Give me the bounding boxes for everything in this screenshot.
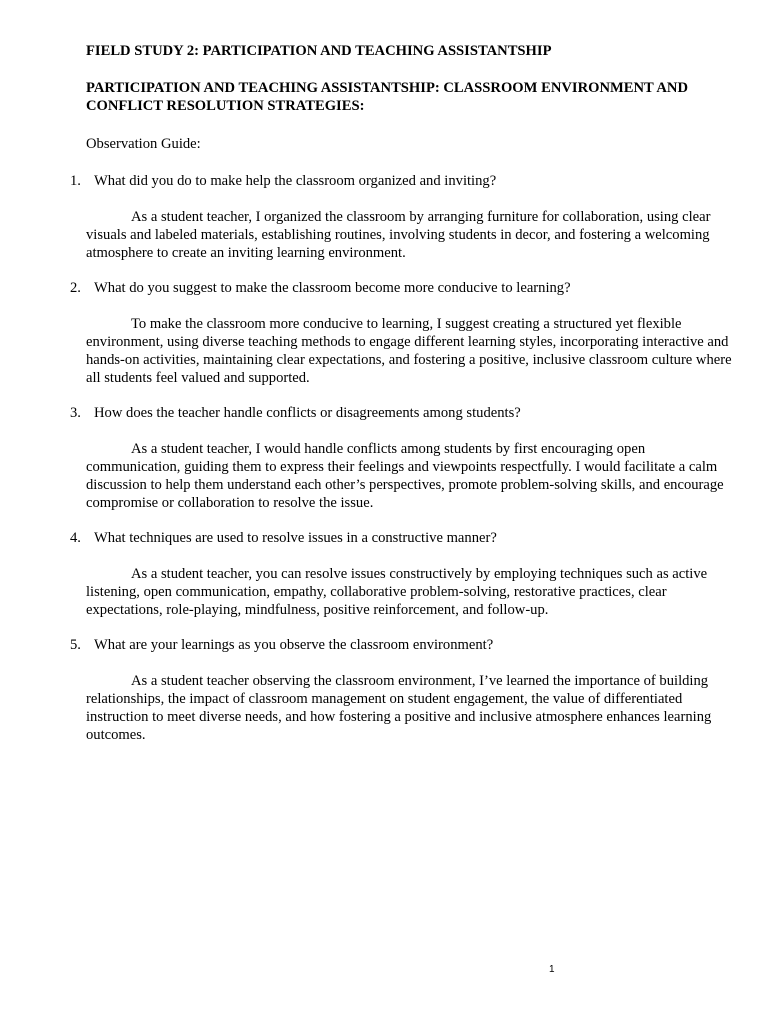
answer-5: As a student teacher observing the classroom environment, I’ve learned the importance of building relationships, the impact of classroom management on student engagement, the value of differentiated instruction to meet diverse needs, and how fostering a positive and inclusive atmosphere enhances learning outcomes. — [86, 673, 712, 743]
question-3-text: How does the teacher handle conflicts or disagreements among students? — [94, 405, 521, 421]
question-1-text: What did you do to make help the classroom organized and inviting? — [94, 173, 497, 189]
answer-1: As a student teacher, I organized the classroom by arranging furniture for collaboration, using clear visuals and labeled materials, establishing routines, involving students in decor, and fostering a welcoming atmosphere to create an inviting learning environment. — [86, 209, 711, 261]
question-2 — [70, 279, 740, 297]
question-1 — [70, 172, 740, 190]
answer-2: To make the classroom more conducive to learning, I suggest creating a structured yet flexible environment, using diverse teaching methods to engage different learning styles, incorporating interactive and hands-on activities, maintaining clear expectations, and fostering a positive, inclusive classroom culture where all students feel valued and supported. — [86, 316, 732, 386]
question-4-number: 4. — [70, 530, 81, 546]
page-number: 1 — [549, 964, 555, 975]
question-2-number: 2. — [70, 280, 81, 296]
answer-3: As a student teacher, I would handle conflicts among students by first encouraging open communication, guiding them to express their feelings and viewpoints respectfully. I would facilitate a calm discussion to help them understand each other’s perspectives, promote problem-solving skills, and encourage compromise or collaboration to resolve the issue. — [86, 441, 724, 511]
question-2-text: What do you suggest to make the classroom become more conducive to learning? — [94, 280, 571, 296]
question-4 — [70, 529, 740, 547]
question-3-number: 3. — [70, 405, 81, 421]
question-4-text: What techniques are used to resolve issues in a constructive manner? — [94, 530, 497, 546]
document-subtitle: PARTICIPATION AND TEACHING ASSISTANTSHIP: CLASSROOM ENVIRONMENT AND CONFLICT RESOLUTION STRATEGIES: — [86, 80, 688, 114]
observation-guide-label: Observation Guide: — [86, 136, 201, 152]
question-5-text: What are your learnings as you observe the classroom environment? — [94, 637, 494, 653]
question-5 — [70, 636, 740, 654]
question-3 — [70, 404, 740, 422]
question-5-number: 5. — [70, 637, 81, 653]
answer-4: As a student teacher, you can resolve issues constructively by employing techniques such as active listening, open communication, empathy, collaborative problem-solving, restorative practices, clear expectations, role-playing, mindfulness, positive reinforcement, and follow-up. — [86, 566, 708, 618]
document-title: FIELD STUDY 2: PARTICIPATION AND TEACHING ASSISTANTSHIP — [86, 43, 552, 59]
question-1-number: 1. — [70, 173, 81, 189]
